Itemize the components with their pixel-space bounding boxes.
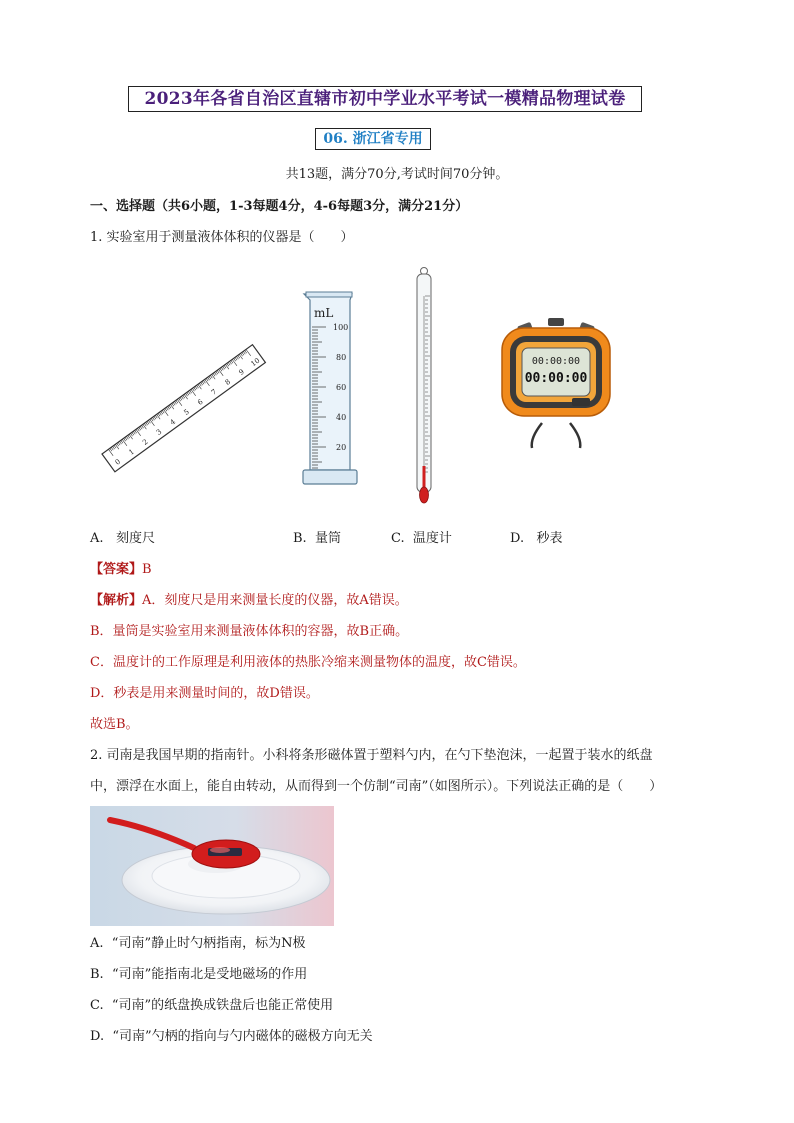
option-label: D. <box>90 1029 105 1044</box>
option-text: “司南”勺柄的指向与勺内磁体的磁极方向无关 <box>112 1029 373 1044</box>
cylinder-tick-label: 20 <box>336 443 347 452</box>
ruler-tick-label: 5 <box>182 407 191 417</box>
cylinder-tick-label: 80 <box>336 353 347 362</box>
q1-answer <box>90 560 152 580</box>
ruler-tick-label: 1 <box>127 447 136 457</box>
answer-value: B <box>142 562 152 577</box>
q2-option-c <box>90 996 333 1016</box>
q1-analysis-line: D．秒表是用来测量时间的，故D错误。 <box>90 686 319 701</box>
answer-label: 【答案】 <box>90 562 143 577</box>
cylinder-tick-label: 100 <box>333 323 349 332</box>
exam-info: 共13题，满分70分,考试时间70分钟。 <box>285 167 509 182</box>
q1-option-b <box>293 529 341 549</box>
option-label: A. <box>90 936 104 951</box>
cylinder-tick-label: 60 <box>336 383 347 392</box>
cylinder-unit-label: mL <box>314 306 334 320</box>
ruler-tick-label: 9 <box>237 367 246 377</box>
option-label: C. <box>391 531 405 546</box>
ruler-tick-label: 3 <box>154 427 164 437</box>
section-heading: 一、选择题（共6小题，1-3每题4分，4-6每题3分，满分21分） <box>90 199 469 214</box>
ruler-tick-label: 7 <box>209 387 219 397</box>
option-text: 量筒 <box>314 531 341 546</box>
option-label: A. <box>90 531 104 546</box>
sinan-photo <box>90 806 334 926</box>
ruler-tick-label: 6 <box>196 397 205 407</box>
page-subtitle: 06. 浙江省专用 <box>315 128 431 150</box>
option-label: C. <box>90 998 104 1013</box>
option-label: D. <box>510 531 525 546</box>
option-text: “司南”的纸盘换成铁盘后也能正常使用 <box>111 998 334 1013</box>
stopwatch-figure <box>498 318 614 450</box>
q1-analysis-line: C．温度计的工作原理是利用液体的热胀冷缩来测量物体的温度，故C错误。 <box>90 655 526 670</box>
thermometer-figure <box>412 266 436 506</box>
q1-option-c <box>391 529 452 549</box>
ruler-tick-label: 4 <box>168 417 178 427</box>
q1-conclusion: 故选B。 <box>90 717 139 732</box>
ruler-tick-label: 0 <box>113 457 123 467</box>
ruler-figure <box>92 312 262 467</box>
ruler-tick-label: 8 <box>223 377 233 387</box>
q2-option-a <box>90 934 305 954</box>
ruler-tick-label: 2 <box>141 437 150 447</box>
ruler-tick-label: 10 <box>249 356 262 369</box>
measuring-cylinder-figure <box>300 290 360 488</box>
q1-option-d <box>510 529 563 549</box>
option-label: B. <box>90 967 104 982</box>
option-text: “司南”能指南北是受地磁场的作用 <box>111 967 308 982</box>
q1-analysis-line <box>90 591 408 611</box>
q2-option-b <box>90 965 307 985</box>
stopwatch-main-display: 00:00:00 <box>524 371 588 386</box>
q1-option-a <box>90 529 155 549</box>
question-2-stem-line: 2. 司南是我国早期的指南针。小科将条形磁体置于塑料勺内，在勺下垫泡沫，一起置于装水的纸盘 <box>90 748 653 763</box>
analysis-text: A．刻度尺是用来测量长度的仪器，故A错误。 <box>142 593 408 608</box>
option-text: 刻度尺 <box>115 531 155 546</box>
option-text: 温度计 <box>412 531 452 546</box>
stopwatch-top-display: 00:00:00 <box>531 356 581 367</box>
q1-analysis-line: B．量筒是实验室用来测量液体体积的容器，故B正确。 <box>90 624 409 639</box>
option-label: B. <box>293 531 307 546</box>
option-text: “司南”静止时勺柄指南，标为N极 <box>111 936 306 951</box>
option-text: 秒表 <box>536 531 563 546</box>
analysis-label: 【解析】 <box>90 593 143 608</box>
page-title: 2023年各省自治区直辖市初中学业水平考试一模精品物理试卷 <box>128 86 642 112</box>
cylinder-tick-label: 40 <box>336 413 347 422</box>
q2-option-d <box>90 1027 373 1047</box>
question-1-stem: 1. 实验室用于测量液体体积的仪器是（ ） <box>90 230 354 245</box>
question-2-stem-line: 中，漂浮在水面上，能自由转动，从而得到一个仿制“司南”（如图所示）。下列说法正确的是（ ） <box>90 779 663 794</box>
